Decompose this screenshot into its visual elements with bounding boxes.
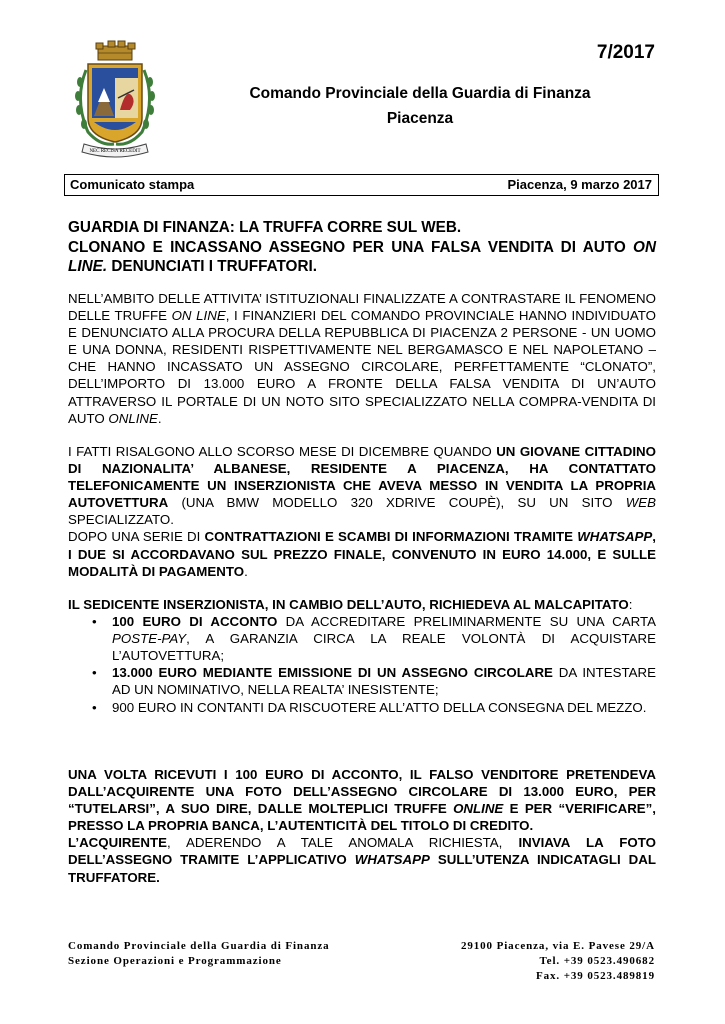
- footer-org: Comando Provinciale della Guardia di Finanza: [68, 940, 330, 952]
- paragraph-4: [68, 596, 656, 716]
- p1-italic-b: ON LINE: [171, 308, 226, 324]
- p3-bold-d: , I DUE SI ACCORDAVANO SUL PREZZO FINALE, CONVENUTO IN EURO 14.000, E SULLE MODALITÀ DI PAGAMENTO: [68, 529, 656, 579]
- p3-bold-italic-c: WHATSAPP: [577, 529, 653, 545]
- document-number: 7/2017: [596, 42, 655, 63]
- p3-text-e: .: [244, 563, 248, 579]
- headline-line-1: GUARDIA DI FINANZA: LA TRUFFA CORRE SUL WEB.: [68, 219, 462, 236]
- motto-ribbon: [82, 144, 148, 157]
- headline-line-2: [68, 238, 656, 277]
- svg-text:NEC RECISA RECEDIT: NEC RECISA RECEDIT: [89, 149, 141, 154]
- p6-bold-c: INVIAVA LA FOTO DELL’ASSEGNO TRAMITE L’APPLICATIVO: [68, 835, 656, 868]
- p5-bold-a: UNA VOLTA RICEVUTI I 100 EURO DI ACCONTO, IL FALSO VENDITORE PRETENDEVA DALL’ACQUIRENTE UNA FOTO DELL’ASSEGNO CIRCOLARE DI 13.000 EURO, PER “TUTELARSI”, A SUO DIRE, DALLE MOLTEPLICI TRUFFE: [68, 767, 656, 817]
- list-item: [112, 664, 656, 698]
- organization-city: Piacenza: [386, 110, 454, 127]
- footer-fax: Fax. +39 0523.489819: [536, 970, 655, 982]
- headline-text-end: DENUNCIATI I TRUFFATORI.: [107, 258, 317, 275]
- p5-bold-italic-b: ONLINE: [453, 801, 504, 817]
- organization-title: Comando Provinciale della Guardia di Finanza: [249, 85, 591, 102]
- p1-italic-d: ONLINE: [108, 410, 158, 426]
- p2-text-e: SPECIALIZZATO.: [68, 512, 174, 528]
- paragraph-1: [68, 290, 656, 427]
- list-item: [112, 699, 656, 716]
- paragraph-2: [68, 443, 656, 580]
- p4-bold-a: IL SEDICENTE INSERZIONISTA, IN CAMBIO DELL’AUTO, RICHIEDEVA AL MALCAPITATO: [68, 597, 629, 612]
- list-item: [112, 613, 656, 664]
- headline: [68, 218, 656, 277]
- p3-bold-b: CONTRATTAZIONI E SCAMBI DI INFORMAZIONI TRAMITE: [204, 529, 578, 545]
- shield-icon: [88, 64, 142, 142]
- p4-text-b: :: [628, 597, 633, 612]
- crown-icon: [96, 41, 135, 60]
- press-release-label: Comunicato stampa: [70, 177, 195, 192]
- b1-text-end: , A GARANZIA CIRCA LA REALE VOLONTÀ DI ACQUISTARE L’AUTOVETTURA;: [112, 631, 656, 664]
- p5-bold-c: E PER “VERIFICARE”, PRESSO LA PROPRIA BANCA, L’AUTENTICITÀ DEL TITOLO DI CREDITO.: [68, 801, 657, 834]
- p6-text-b: , ADERENDO A TALE ANOMALA RICHIESTA,: [167, 835, 519, 851]
- p6-bold-a: L’ACQUIRENTE: [68, 835, 167, 851]
- p6-bold-e: SULL’UTENZA INDICATAGLI DAL TRUFFATORE.: [68, 852, 656, 885]
- b1-bold: 100 EURO DI ACCONTO: [112, 614, 278, 630]
- footer-left: [68, 939, 330, 969]
- press-release-box: [64, 174, 659, 196]
- place-date: Piacenza, 9 marzo 2017: [507, 177, 652, 192]
- paragraph-5: [68, 766, 656, 886]
- p2-text-a: I FATTI RISALGONO ALLO SCORSO MESE DI DICEMBRE QUANDO: [68, 444, 497, 459]
- b1-text: DA ACCREDITARE PRELIMINARMENTE SU UNA CARTA: [277, 614, 656, 630]
- footer-phone: Tel. +39 0523.490682: [539, 955, 655, 967]
- b2-text: DA INTESTARE AD UN NOMINATIVO, NELLA REALTA’ INESISTENTE;: [112, 665, 656, 698]
- headline-text: CLONANO E INCASSANO ASSEGNO PER UNA FALSA VENDITA DI AUTO: [68, 238, 634, 256]
- p1-text-c: , I FINANZIERI DEL COMANDO PROVINCIALE HANNO INDIVIDUATO E DENUNCIATO ALLA PROCURA DELLA REPUBBLICA DI PIACENZA 2 PERSONE - UN UOMO E UNA DONNA, RESIDENTI RISPETTIVAMENTE NEL BERGAMASCO E NEL NAPOLETANO – CHE HANNO INCASSATO UN ASSEGNO CIRCOLARE, PERFETTAMENTE “CLONATO”, DELL’IMPORTO DI 13.000 EURO A FRONTE DELLA FALSA VENDITA DI UN’AUTO ATTRAVERSO IL PORTALE DI UN NOTO SITO SPECIALIZZATO NELLA COMPRA-VENDITA DI AUTO: [68, 308, 656, 426]
- b2-bold: 13.000 EURO MEDIANTE EMISSIONE DI UN ASSEGNO CIRCOLARE: [112, 665, 553, 681]
- payment-list: [68, 613, 656, 716]
- footer-section: Sezione Operazioni e Programmazione: [68, 955, 282, 967]
- b1-italic: POSTE-PAY: [112, 631, 187, 647]
- guardia-di-finanza-crest-logo: [70, 40, 160, 158]
- p2-text-c: (UNA BMW MODELLO 320 XDRIVE COUPÈ), SU UN SITO: [168, 495, 626, 511]
- footer-address: 29100 Piacenza, via E. Pavese 29/A: [460, 940, 655, 952]
- p2-italic-d: WEB: [625, 495, 656, 511]
- p2-bold-b: UN GIOVANE CITTADINO DI NAZIONALITA’ ALBANESE, RESIDENTE A PIACENZA, HA CONTATTATO TELEFONICAMENTE UN INSERZIONISTA CHE AVEVA MESSO IN VENDITA LA PROPRIA AUTOVETTURA: [68, 444, 656, 511]
- b3-text: 900 EURO IN CONTANTI DA RISCUOTERE ALL’ATTO DELLA CONSEGNA DEL MEZZO.: [112, 699, 647, 715]
- p1-text-e: .: [157, 410, 162, 426]
- footer-right: [461, 939, 655, 984]
- p1-text-a: NELL’AMBITO DELLE ATTIVITA’ ISTITUZIONALI FINALIZZATE A CONTRASTARE IL FENOMENO DELLE TRUFFE: [68, 291, 656, 324]
- p3-text-a: DOPO UNA SERIE DI: [68, 529, 205, 545]
- headline-italic: ON LINE.: [68, 238, 656, 275]
- p6-bold-italic-d: WHATSAPP: [354, 852, 430, 868]
